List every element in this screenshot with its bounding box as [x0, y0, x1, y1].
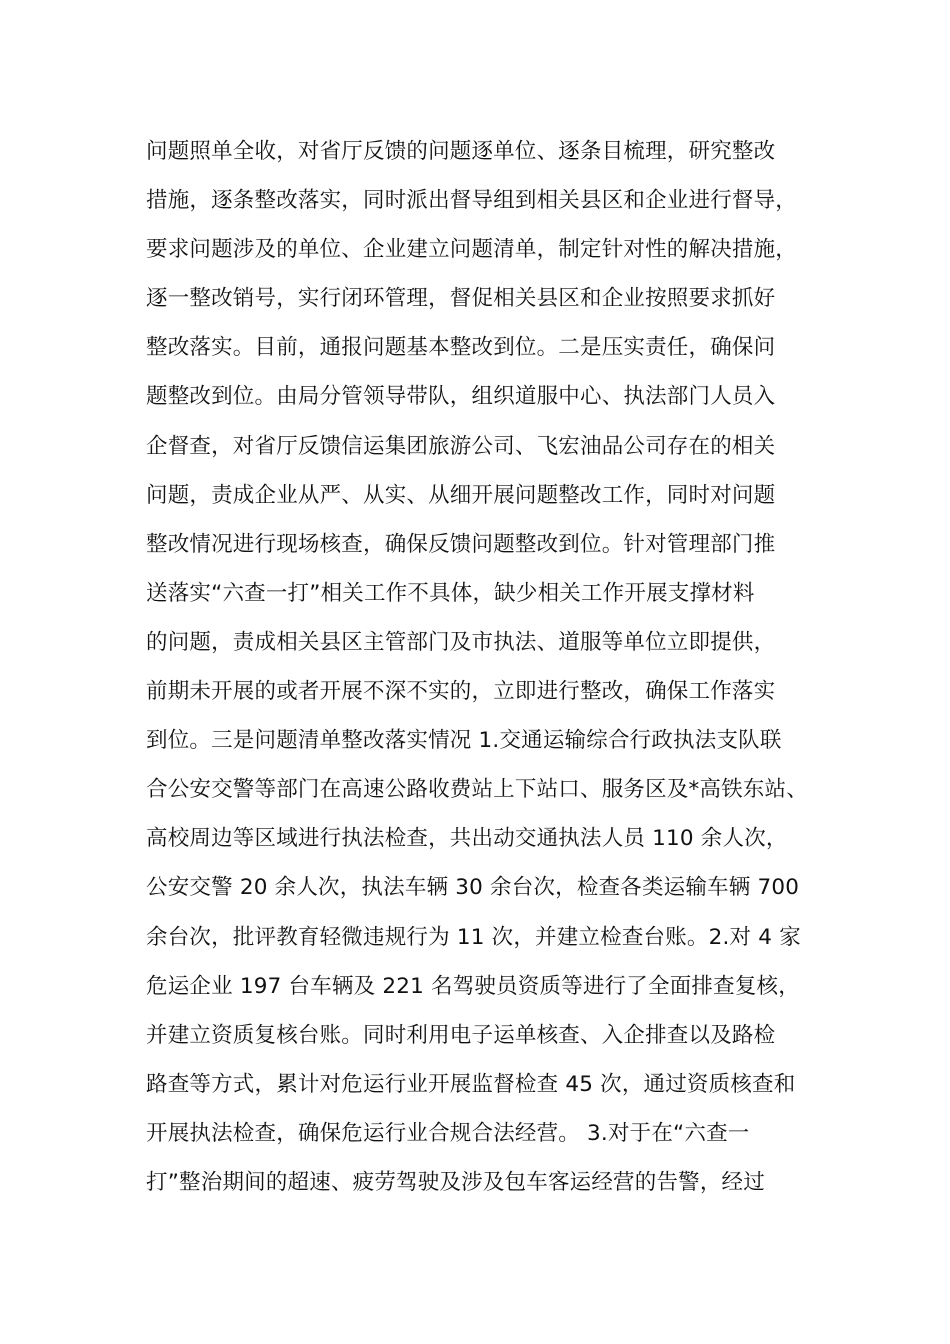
- text-line: 开展执法检查，确保危运行业合规合法经营。 3.对于在“六查一: [146, 1120, 750, 1146]
- text-line: 整改落实。目前，通报问题基本整改到位。二是压实责任，确保问: [146, 335, 776, 361]
- text-line: 高校周边等区域进行执法检查，共出动交通执法人员 110 余人次，: [146, 826, 788, 852]
- text-line: 前期未开展的或者开展不深不实的，立即进行整改，确保工作落实: [146, 679, 776, 705]
- text-line: 危运企业 197 台车辆及 221 名驾驶员资质等进行了全面排查复核，: [146, 973, 800, 999]
- body-paragraph: [146, 134, 846, 1214]
- text-line: 问题，责成企业从严、从实、从细开展问题整改工作，同时对问题: [146, 482, 776, 508]
- text-line: 并建立资质复核台账。同时利用电子运单核查、入企排查以及路检: [146, 1022, 776, 1048]
- text-line: 整改情况进行现场核查，确保反馈问题整改到位。针对管理部门推: [146, 531, 776, 557]
- text-line: 要求问题涉及的单位、企业建立问题清单，制定针对性的解决措施，: [146, 237, 798, 263]
- text-line: 合公安交警等部门在高速公路收费站上下站口、服务区及*高铁东站、: [146, 777, 808, 803]
- text-line: 逐一整改销号，实行闭环管理，督促相关县区和企业按照要求抓好: [146, 286, 776, 312]
- text-line: 到位。三是问题清单整改落实情况 1.交通运输综合行政执法支队联: [146, 728, 782, 754]
- text-line: 措施，逐条整改落实，同时派出督导组到相关县区和企业进行督导，: [146, 188, 798, 214]
- text-line: 企督查，对省厅反馈信运集团旅游公司、飞宏油品公司存在的相关: [146, 433, 776, 459]
- text-line: 余台次，批评教育轻微违规行为 11 次，并建立检查台账。2.对 4 家: [146, 924, 801, 950]
- text-line: 送落实“六查一打”相关工作不具体，缺少相关工作开展支撑材料: [146, 580, 755, 606]
- text-line: 公安交警 20 余人次，执法车辆 30 余台次，检查各类运输车辆 700: [146, 875, 800, 901]
- text-line: 路查等方式，累计对危运行业开展监督检查 45 次，通过资质核查和: [146, 1071, 796, 1097]
- text-line: 问题照单全收，对省厅反馈的问题逐单位、逐条目梳理，研究整改: [146, 139, 776, 164]
- text-line: 题整改到位。由局分管领导带队，组织道服中心、执法部门人员入: [146, 384, 776, 410]
- text-line: 的问题，责成相关县区主管部门及市执法、道服等单位立即提供，: [146, 629, 776, 655]
- text-line: 打”整治期间的超速、疲劳驾驶及涉及包车客运经营的告警，经过: [146, 1169, 765, 1195]
